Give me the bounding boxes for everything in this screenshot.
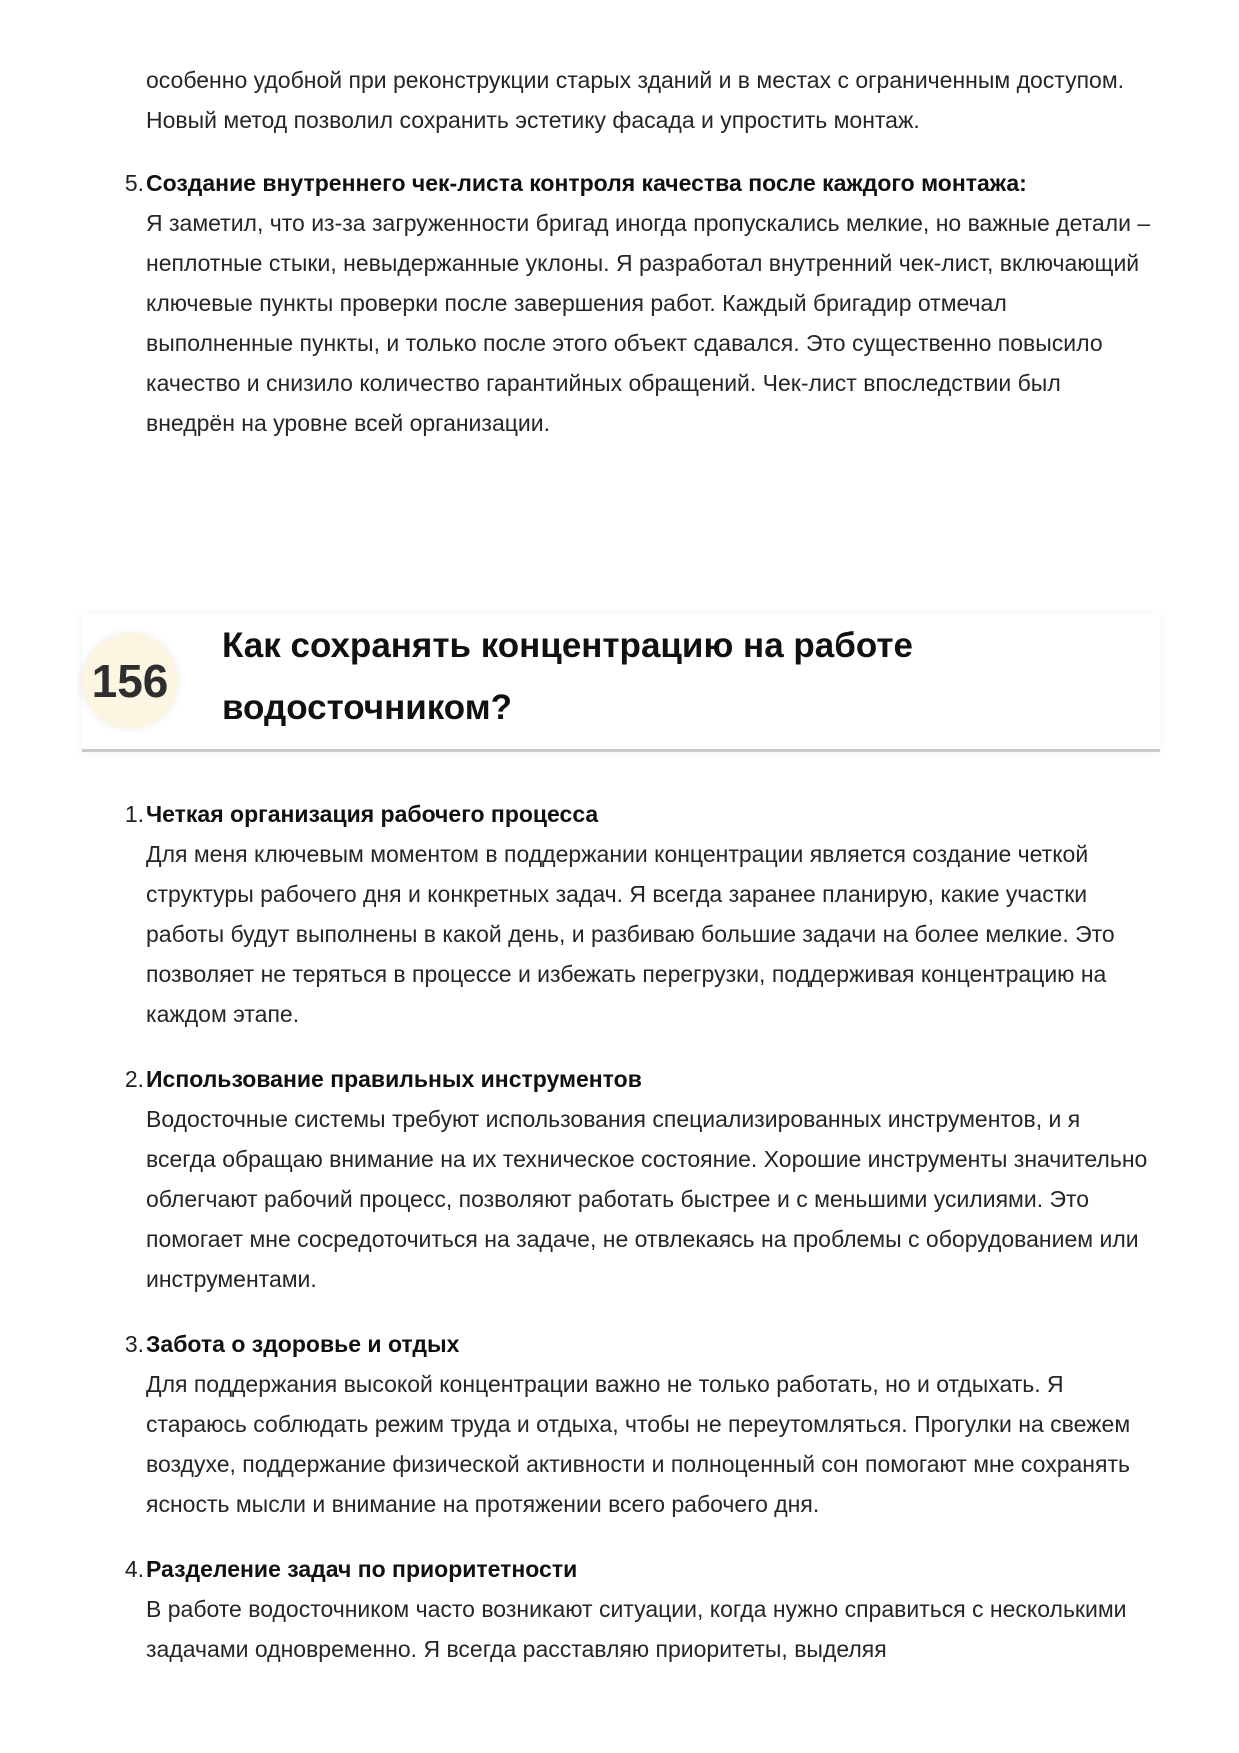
- list-item-title: Четкая организация рабочего процесса: [146, 801, 599, 827]
- list-item-body: Водосточные системы требуют использования специализированных инструментов, и я всегда обращаю внимание на их техническое состояние. Хорошие инструменты значительно облегчают рабочий процесс, позволяют работать быстрее и с меньшими усилиями. Это помогает мне сосредоточиться на задаче, не отвлекаясь на проблемы с оборудованием или инструментами.: [146, 1106, 1148, 1292]
- list-item-title: Создание внутреннего чек-листа контроля качества после каждого монтажа:: [146, 170, 1027, 196]
- question-title: Как сохранять концентрацию на работе водосточником?: [222, 626, 913, 727]
- list-item-body: В работе водосточником часто возникают ситуации, когда нужно справиться с несколькими задачами одновременно. Я всегда расставляю приоритеты, выделяя: [146, 1596, 1127, 1662]
- list-item-body: Для поддержания высокой концентрации важно не только работать, но и отдыхать. Я стараюсь соблюдать режим труда и отдыха, чтобы не переутомляться. Прогулки на свежем воздухе, поддержание физической активности и полноценный сон помогают мне сохранять ясность мысли и внимание на протяжении всего рабочего дня.: [146, 1371, 1131, 1517]
- list-item-number: 4.: [124, 1556, 144, 1582]
- question-number-badge: 156: [82, 633, 178, 729]
- list-item-number: 3.: [124, 1331, 144, 1357]
- list-item-number: 1.: [124, 801, 144, 827]
- answer-item-1: [124, 794, 1156, 1034]
- list-item-number: 2.: [124, 1066, 144, 1092]
- list-item-title: Забота о здоровье и отдых: [146, 1331, 460, 1357]
- answer-item-3: [124, 1324, 1156, 1524]
- list-item-number: 5.: [124, 170, 144, 196]
- answer-item-2: [124, 1059, 1156, 1299]
- question-header: [82, 615, 1160, 752]
- list-item-title: Использование правильных инструментов: [146, 1066, 642, 1092]
- list-item-title: Разделение задач по приоритетности: [146, 1556, 578, 1582]
- list-item-body: Я заметил, что из-за загруженности бригад иногда пропускались мелкие, но важные детали – неплотные стыки, невыдержанные уклоны. Я разработал внутренний чек-лист, включающий ключевые пункты проверки после завершения работ. Каждый бригадир отмечал выполненные пункты, и только после этого объект сдавался. Это существенно повысило качество и снизило количество гарантийных обращений. Чек-лист впоследствии был внедрён на уровне всей организации.: [146, 210, 1151, 436]
- list-item-body: Для меня ключевым моментом в поддержании концентрации является создание четкой структуры рабочего дня и конкретных задач. Я всегда заранее планирую, какие участки работы будут выполнены в какой день, и разбиваю большие задачи на более мелкие. Это позволяет не теряться в процессе и избежать перегрузки, поддерживая концентрацию на каждом этапе.: [146, 841, 1115, 1027]
- list-item-5: [124, 163, 1156, 443]
- continued-paragraph: особенно удобной при реконструкции старых зданий и в местах с ограниченным доступом. Новый метод позволил сохранить эстетику фасада и упростить монтаж.: [146, 67, 1125, 133]
- answer-item-4: [124, 1549, 1156, 1669]
